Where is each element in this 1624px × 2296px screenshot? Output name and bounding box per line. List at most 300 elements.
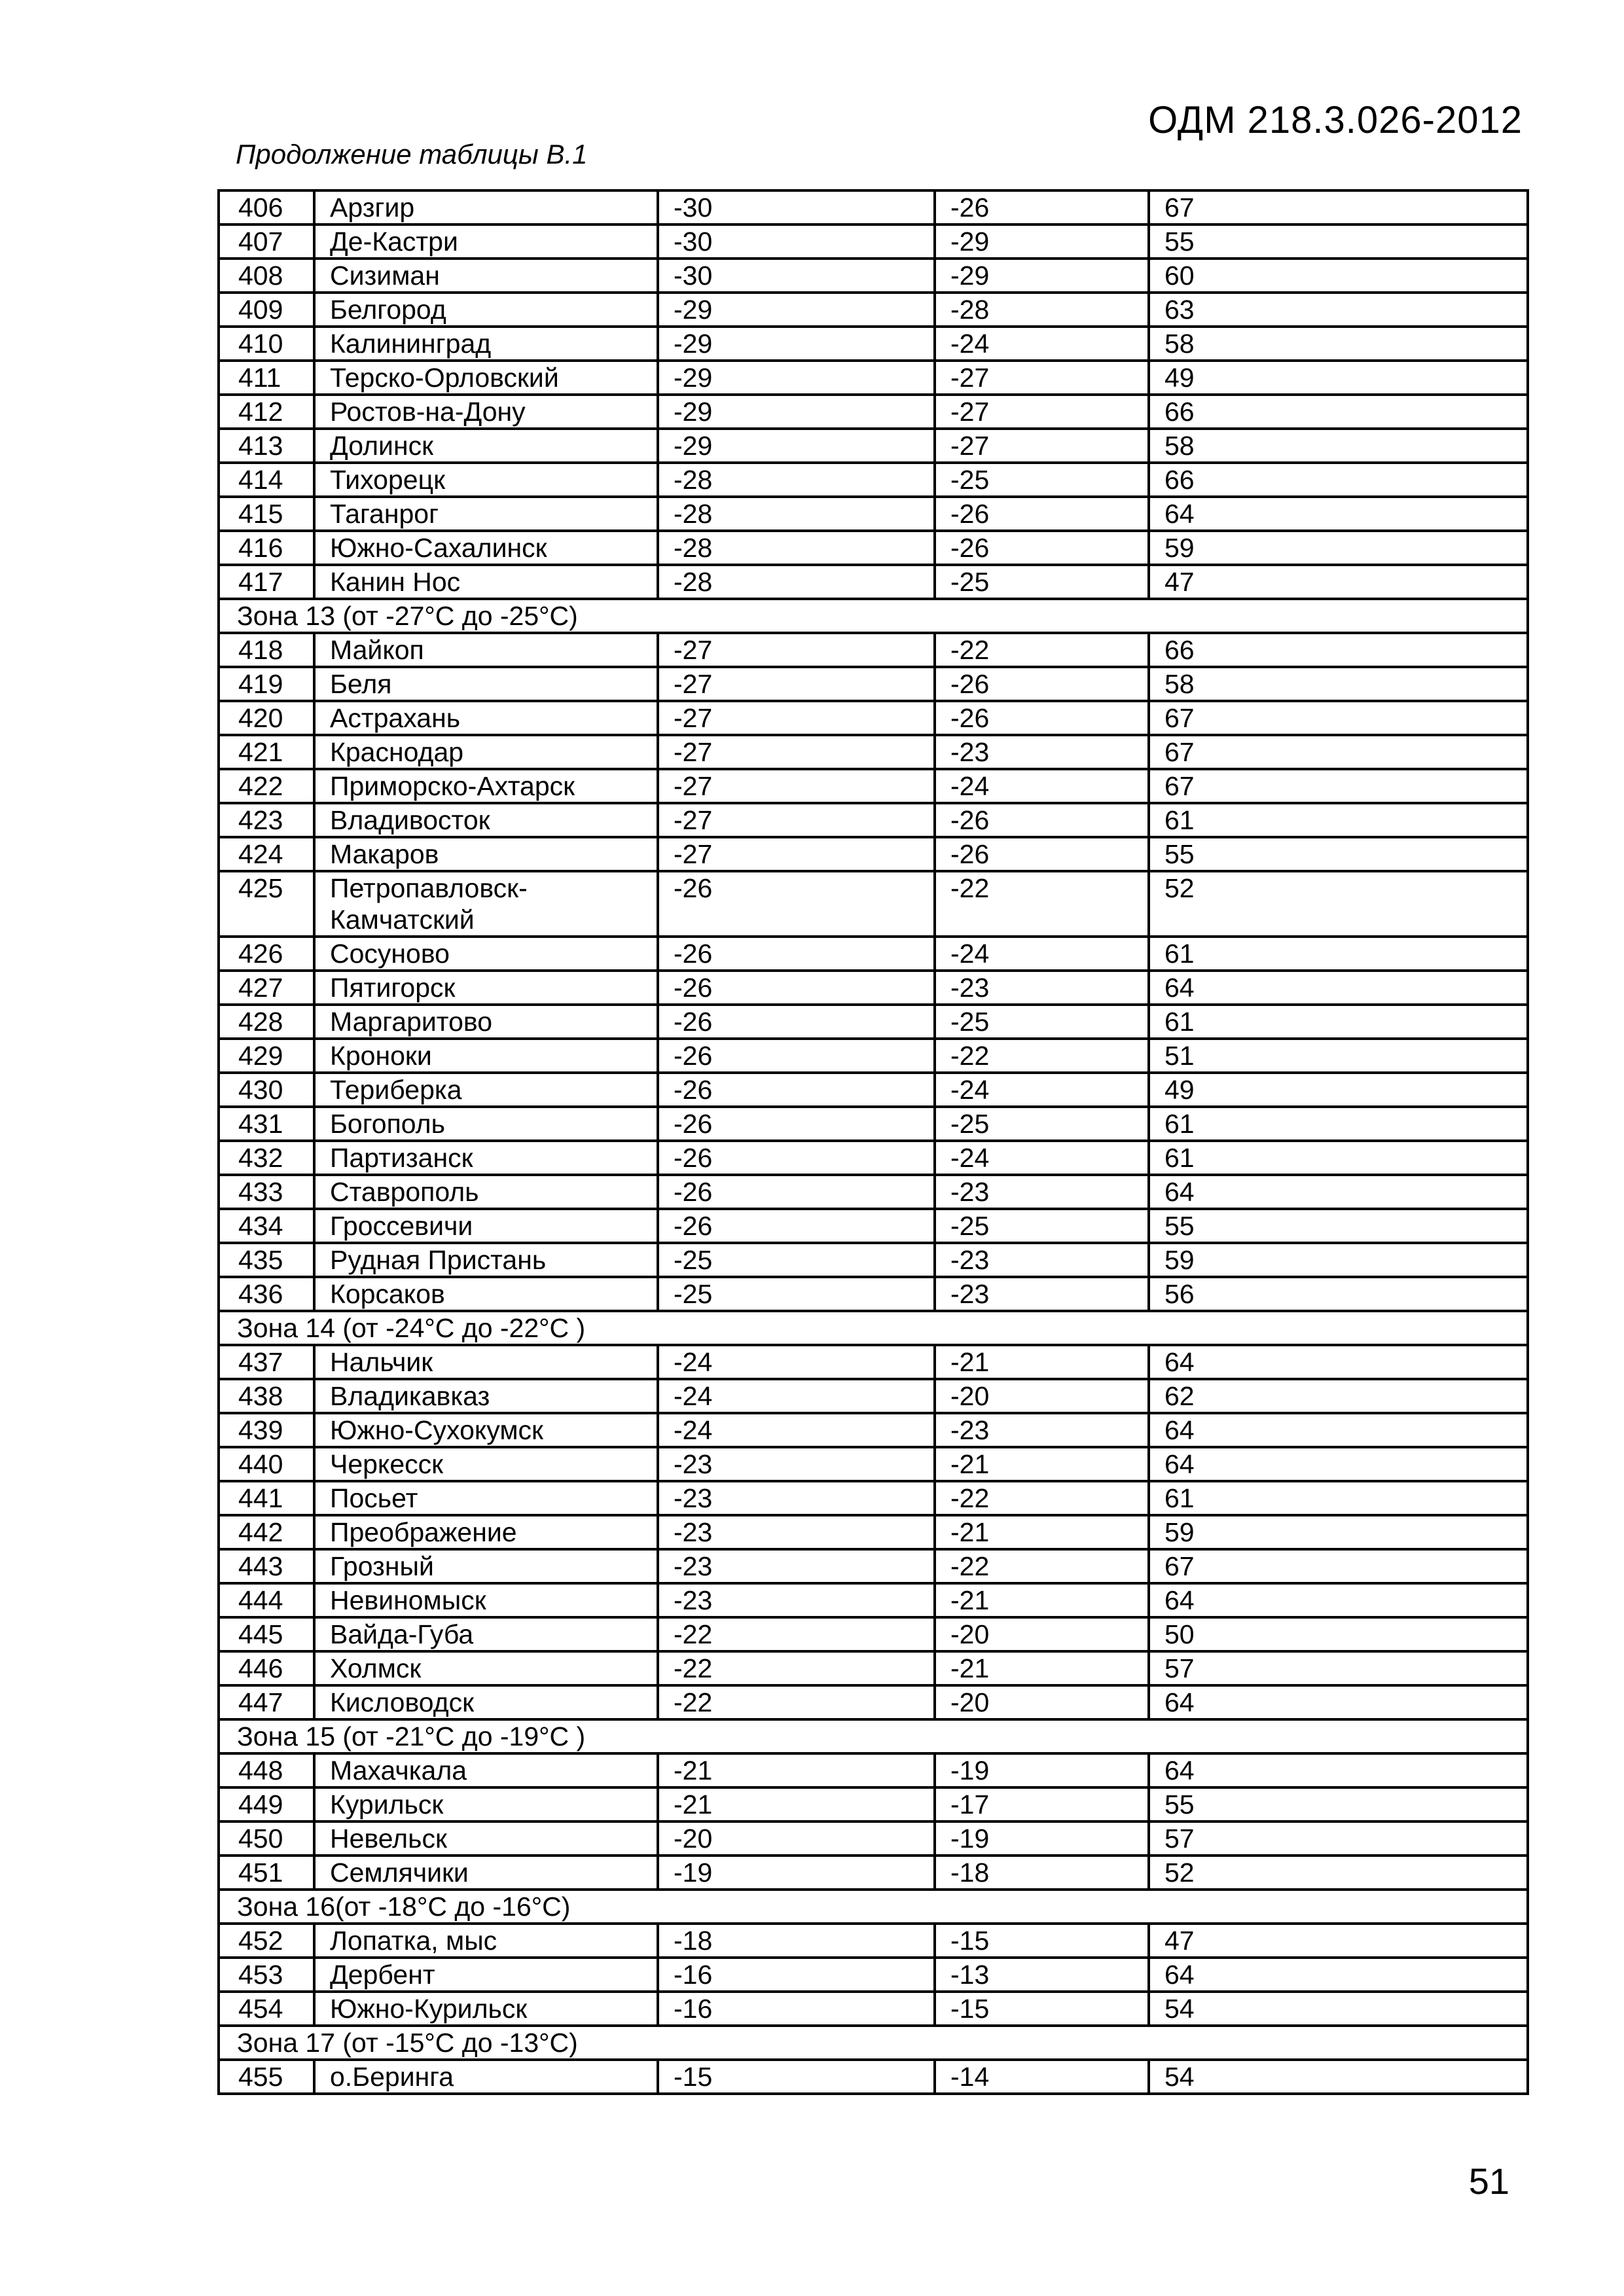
value-cell-2: -28 (935, 293, 1149, 327)
row-number-cell: 454 (219, 1992, 314, 2026)
row-number-cell: 421 (219, 735, 314, 769)
table-row (219, 565, 1528, 599)
value-cell-2: -20 (935, 1617, 1149, 1651)
value-cell-2: -25 (935, 1005, 1149, 1039)
value-cell-3: 58 (1149, 429, 1528, 463)
value-cell-3: 60 (1149, 259, 1528, 293)
table-row (219, 633, 1528, 667)
value-cell-2: -21 (935, 1447, 1149, 1481)
row-number-cell: 408 (219, 259, 314, 293)
value-cell-1: -24 (658, 1345, 935, 1379)
value-cell-3: 55 (1149, 837, 1528, 871)
table-row (219, 1787, 1528, 1821)
value-cell-1: -24 (658, 1413, 935, 1447)
value-cell-1: -30 (658, 190, 935, 224)
value-cell-3: 59 (1149, 1515, 1528, 1549)
value-cell-2: -21 (935, 1345, 1149, 1379)
value-cell-3: 49 (1149, 361, 1528, 395)
station-name-cell: Тихорецк (314, 463, 658, 497)
value-cell-3: 55 (1149, 1787, 1528, 1821)
station-name-cell: Южно-Сухокумск (314, 1413, 658, 1447)
value-cell-1: -26 (658, 1005, 935, 1039)
value-cell-3: 67 (1149, 190, 1528, 224)
value-cell-3: 59 (1149, 1243, 1528, 1277)
row-number-cell: 430 (219, 1073, 314, 1107)
table-row (219, 837, 1528, 871)
station-name-cell: Вайда-Губа (314, 1617, 658, 1651)
station-name-cell: Маргаритово (314, 1005, 658, 1039)
table-row (219, 1685, 1528, 1719)
table-row (219, 667, 1528, 701)
row-number-cell: 420 (219, 701, 314, 735)
value-cell-1: -22 (658, 1617, 935, 1651)
row-number-cell: 424 (219, 837, 314, 871)
row-number-cell: 439 (219, 1413, 314, 1447)
row-number-cell: 441 (219, 1481, 314, 1515)
value-cell-1: -29 (658, 395, 935, 429)
table-row (219, 971, 1528, 1005)
table-row (219, 1005, 1528, 1039)
station-name-cell: Посьет (314, 1481, 658, 1515)
table-row (219, 2060, 1528, 2094)
station-name-cell: Пятигорск (314, 971, 658, 1005)
document-code: ОДМ 218.3.026-2012 (1148, 99, 1523, 141)
value-cell-1: -23 (658, 1515, 935, 1549)
value-cell-1: -27 (658, 769, 935, 803)
station-name-cell: Макаров (314, 837, 658, 871)
table-row (219, 1753, 1528, 1787)
value-cell-1: -22 (658, 1685, 935, 1719)
value-cell-3: 47 (1149, 565, 1528, 599)
station-name-cell: Ставрополь (314, 1175, 658, 1209)
value-cell-1: -21 (658, 1753, 935, 1787)
zone-label: Зона 14 (от -24°С до -22°С ) (219, 1311, 1528, 1345)
station-name-cell: Калининград (314, 327, 658, 361)
table-row (219, 1583, 1528, 1617)
value-cell-2: -26 (935, 531, 1149, 565)
value-cell-1: -28 (658, 531, 935, 565)
value-cell-3: 55 (1149, 224, 1528, 259)
row-number-cell: 414 (219, 463, 314, 497)
value-cell-3: 59 (1149, 531, 1528, 565)
station-name-cell: Грозный (314, 1549, 658, 1583)
row-number-cell: 447 (219, 1685, 314, 1719)
station-name-cell: Владивосток (314, 803, 658, 837)
value-cell-2: -29 (935, 224, 1149, 259)
row-number-cell: 455 (219, 2060, 314, 2094)
value-cell-2: -24 (935, 327, 1149, 361)
row-number-cell: 419 (219, 667, 314, 701)
value-cell-2: -17 (935, 1787, 1149, 1821)
value-cell-2: -22 (935, 633, 1149, 667)
value-cell-1: -28 (658, 497, 935, 531)
table-row (219, 463, 1528, 497)
station-name-cell: Де-Кастри (314, 224, 658, 259)
zone-header-row (219, 1719, 1528, 1753)
row-number-cell: 422 (219, 769, 314, 803)
table-row (219, 803, 1528, 837)
value-cell-3: 61 (1149, 803, 1528, 837)
value-cell-1: -22 (658, 1651, 935, 1685)
row-number-cell: 453 (219, 1958, 314, 1992)
value-cell-2: -25 (935, 1209, 1149, 1243)
station-name-cell: Петропавловск-Камчатский (314, 871, 658, 937)
value-cell-3: 61 (1149, 1481, 1528, 1515)
value-cell-2: -22 (935, 871, 1149, 937)
value-cell-3: 67 (1149, 735, 1528, 769)
row-number-cell: 435 (219, 1243, 314, 1277)
row-number-cell: 434 (219, 1209, 314, 1243)
station-name-cell: Сосуново (314, 937, 658, 971)
value-cell-1: -27 (658, 735, 935, 769)
value-cell-1: -24 (658, 1379, 935, 1413)
value-cell-2: -26 (935, 190, 1149, 224)
value-cell-2: -26 (935, 803, 1149, 837)
table-row (219, 1549, 1528, 1583)
row-number-cell: 440 (219, 1447, 314, 1481)
value-cell-2: -24 (935, 937, 1149, 971)
row-number-cell: 444 (219, 1583, 314, 1617)
table-row (219, 1209, 1528, 1243)
row-number-cell: 418 (219, 633, 314, 667)
station-name-cell: Беля (314, 667, 658, 701)
station-name-cell: Богополь (314, 1107, 658, 1141)
station-name-cell: Териберка (314, 1073, 658, 1107)
table-body (219, 190, 1528, 2094)
value-cell-3: 54 (1149, 2060, 1528, 2094)
value-cell-3: 52 (1149, 1856, 1528, 1890)
station-name-cell: Партизанск (314, 1141, 658, 1175)
row-number-cell: 423 (219, 803, 314, 837)
table-row (219, 1481, 1528, 1515)
table-row (219, 224, 1528, 259)
station-name-cell: Семлячики (314, 1856, 658, 1890)
table-row (219, 1039, 1528, 1073)
row-number-cell: 445 (219, 1617, 314, 1651)
value-cell-1: -27 (658, 701, 935, 735)
value-cell-1: -23 (658, 1481, 935, 1515)
value-cell-3: 57 (1149, 1651, 1528, 1685)
row-number-cell: 427 (219, 971, 314, 1005)
value-cell-3: 64 (1149, 1447, 1528, 1481)
value-cell-2: -15 (935, 1992, 1149, 2026)
station-name-cell: Корсаков (314, 1277, 658, 1311)
value-cell-1: -16 (658, 1958, 935, 1992)
zone-header-row (219, 2026, 1528, 2060)
zone-label: Зона 17 (от -15°С до -13°С) (219, 2026, 1528, 2060)
value-cell-3: 67 (1149, 1549, 1528, 1583)
table-row (219, 1175, 1528, 1209)
value-cell-1: -26 (658, 1107, 935, 1141)
row-number-cell: 446 (219, 1651, 314, 1685)
station-name-cell: Дербент (314, 1958, 658, 1992)
station-name-cell: Краснодар (314, 735, 658, 769)
value-cell-3: 64 (1149, 1345, 1528, 1379)
value-cell-1: -29 (658, 293, 935, 327)
value-cell-3: 64 (1149, 1583, 1528, 1617)
station-name-cell: Таганрог (314, 497, 658, 531)
table-row (219, 1107, 1528, 1141)
value-cell-1: -29 (658, 361, 935, 395)
table-row (219, 735, 1528, 769)
value-cell-2: -23 (935, 735, 1149, 769)
value-cell-3: 54 (1149, 1992, 1528, 2026)
value-cell-2: -29 (935, 259, 1149, 293)
value-cell-1: -26 (658, 971, 935, 1005)
value-cell-2: -19 (935, 1753, 1149, 1787)
station-name-cell: Долинск (314, 429, 658, 463)
station-name-cell: Рудная Пристань (314, 1243, 658, 1277)
station-name-cell: Южно-Курильск (314, 1992, 658, 2026)
station-name-cell: Терско-Орловский (314, 361, 658, 395)
value-cell-2: -18 (935, 1856, 1149, 1890)
value-cell-3: 58 (1149, 327, 1528, 361)
value-cell-2: -24 (935, 1141, 1149, 1175)
value-cell-3: 56 (1149, 1277, 1528, 1311)
row-number-cell: 431 (219, 1107, 314, 1141)
table-row (219, 1651, 1528, 1685)
row-number-cell: 406 (219, 190, 314, 224)
station-name-cell: Лопатка, мыс (314, 1924, 658, 1958)
value-cell-1: -26 (658, 1073, 935, 1107)
table-row (219, 1379, 1528, 1413)
value-cell-3: 55 (1149, 1209, 1528, 1243)
row-number-cell: 410 (219, 327, 314, 361)
table-row (219, 1243, 1528, 1277)
table-row (219, 1277, 1528, 1311)
value-cell-3: 57 (1149, 1821, 1528, 1856)
value-cell-1: -28 (658, 565, 935, 599)
value-cell-3: 64 (1149, 1958, 1528, 1992)
value-cell-3: 61 (1149, 937, 1528, 971)
station-name-cell: Белгород (314, 293, 658, 327)
zone-label: Зона 16(от -18°С до -16°С) (219, 1890, 1528, 1924)
value-cell-1: -15 (658, 2060, 935, 2094)
station-name-cell: Ростов-на-Дону (314, 395, 658, 429)
value-cell-1: -23 (658, 1549, 935, 1583)
value-cell-3: 61 (1149, 1107, 1528, 1141)
station-name-cell: Гроссевичи (314, 1209, 658, 1243)
value-cell-1: -29 (658, 327, 935, 361)
zone-header-row (219, 1890, 1528, 1924)
value-cell-2: -20 (935, 1685, 1149, 1719)
zone-header-row (219, 1311, 1528, 1345)
table-row (219, 327, 1528, 361)
station-name-cell: Владикавказ (314, 1379, 658, 1413)
value-cell-1: -30 (658, 224, 935, 259)
row-number-cell: 438 (219, 1379, 314, 1413)
station-name-cell: Кроноки (314, 1039, 658, 1073)
station-name-cell: Сизиман (314, 259, 658, 293)
value-cell-3: 52 (1149, 871, 1528, 937)
value-cell-3: 63 (1149, 293, 1528, 327)
value-cell-1: -28 (658, 463, 935, 497)
value-cell-2: -20 (935, 1379, 1149, 1413)
row-number-cell: 415 (219, 497, 314, 531)
row-number-cell: 451 (219, 1856, 314, 1890)
value-cell-3: 64 (1149, 1753, 1528, 1787)
row-number-cell: 416 (219, 531, 314, 565)
value-cell-3: 66 (1149, 633, 1528, 667)
value-cell-3: 62 (1149, 1379, 1528, 1413)
value-cell-1: -21 (658, 1787, 935, 1821)
value-cell-2: -14 (935, 2060, 1149, 2094)
value-cell-2: -25 (935, 463, 1149, 497)
station-name-cell: Кисловодск (314, 1685, 658, 1719)
value-cell-2: -25 (935, 1107, 1149, 1141)
value-cell-2: -26 (935, 497, 1149, 531)
station-name-cell: Нальчик (314, 1345, 658, 1379)
value-cell-1: -26 (658, 1209, 935, 1243)
value-cell-3: 49 (1149, 1073, 1528, 1107)
row-number-cell: 436 (219, 1277, 314, 1311)
row-number-cell: 433 (219, 1175, 314, 1209)
station-name-cell: Невиномыск (314, 1583, 658, 1617)
table-row (219, 1141, 1528, 1175)
table-row (219, 361, 1528, 395)
station-name-cell: о.Беринга (314, 2060, 658, 2094)
value-cell-2: -23 (935, 1413, 1149, 1447)
value-cell-3: 50 (1149, 1617, 1528, 1651)
value-cell-3: 51 (1149, 1039, 1528, 1073)
value-cell-1: -20 (658, 1821, 935, 1856)
value-cell-3: 64 (1149, 1685, 1528, 1719)
value-cell-2: -21 (935, 1515, 1149, 1549)
station-name-cell: Махачкала (314, 1753, 658, 1787)
table-row (219, 1447, 1528, 1481)
row-number-cell: 417 (219, 565, 314, 599)
table-row (219, 497, 1528, 531)
row-number-cell: 407 (219, 224, 314, 259)
table-row (219, 1924, 1528, 1958)
station-name-cell: Черкесск (314, 1447, 658, 1481)
row-number-cell: 428 (219, 1005, 314, 1039)
value-cell-2: -27 (935, 429, 1149, 463)
table-row (219, 937, 1528, 971)
table-row (219, 1617, 1528, 1651)
row-number-cell: 452 (219, 1924, 314, 1958)
value-cell-2: -22 (935, 1481, 1149, 1515)
value-cell-3: 67 (1149, 701, 1528, 735)
value-cell-1: -26 (658, 937, 935, 971)
value-cell-3: 64 (1149, 1175, 1528, 1209)
table-row (219, 1515, 1528, 1549)
row-number-cell: 425 (219, 871, 314, 937)
station-name-cell: Арзгир (314, 190, 658, 224)
value-cell-1: -26 (658, 1141, 935, 1175)
table-row (219, 1345, 1528, 1379)
value-cell-2: -21 (935, 1651, 1149, 1685)
row-number-cell: 443 (219, 1549, 314, 1583)
station-name-cell: Астрахань (314, 701, 658, 735)
value-cell-3: 47 (1149, 1924, 1528, 1958)
value-cell-2: -26 (935, 837, 1149, 871)
value-cell-2: -13 (935, 1958, 1149, 1992)
row-number-cell: 437 (219, 1345, 314, 1379)
table-row (219, 190, 1528, 224)
table-row (219, 531, 1528, 565)
value-cell-1: -27 (658, 837, 935, 871)
value-cell-2: -27 (935, 395, 1149, 429)
value-cell-3: 61 (1149, 1141, 1528, 1175)
station-name-cell: Южно-Сахалинск (314, 531, 658, 565)
station-name-cell: Курильск (314, 1787, 658, 1821)
value-cell-1: -26 (658, 1039, 935, 1073)
value-cell-1: -18 (658, 1924, 935, 1958)
table-row (219, 293, 1528, 327)
table-row (219, 1073, 1528, 1107)
value-cell-2: -24 (935, 769, 1149, 803)
value-cell-1: -23 (658, 1447, 935, 1481)
row-number-cell: 449 (219, 1787, 314, 1821)
value-cell-2: -24 (935, 1073, 1149, 1107)
value-cell-1: -30 (658, 259, 935, 293)
value-cell-2: -23 (935, 1175, 1149, 1209)
page-number: 51 (1468, 2161, 1509, 2202)
climate-data-table (217, 189, 1529, 2095)
value-cell-1: -27 (658, 803, 935, 837)
value-cell-1: -25 (658, 1277, 935, 1311)
value-cell-2: -26 (935, 667, 1149, 701)
table-row (219, 1992, 1528, 2026)
value-cell-2: -25 (935, 565, 1149, 599)
value-cell-3: 61 (1149, 1005, 1528, 1039)
station-name-cell: Майкоп (314, 633, 658, 667)
zone-header-row (219, 599, 1528, 633)
value-cell-1: -27 (658, 667, 935, 701)
table-row (219, 1821, 1528, 1856)
value-cell-2: -23 (935, 1277, 1149, 1311)
value-cell-3: 58 (1149, 667, 1528, 701)
value-cell-2: -23 (935, 1243, 1149, 1277)
value-cell-2: -21 (935, 1583, 1149, 1617)
table-row (219, 1856, 1528, 1890)
value-cell-1: -16 (658, 1992, 935, 2026)
row-number-cell: 448 (219, 1753, 314, 1787)
value-cell-2: -26 (935, 701, 1149, 735)
row-number-cell: 413 (219, 429, 314, 463)
value-cell-1: -29 (658, 429, 935, 463)
row-number-cell: 409 (219, 293, 314, 327)
row-number-cell: 411 (219, 361, 314, 395)
value-cell-2: -22 (935, 1549, 1149, 1583)
table-caption: Продолжение таблицы В.1 (236, 139, 588, 170)
value-cell-3: 64 (1149, 971, 1528, 1005)
table-row (219, 259, 1528, 293)
row-number-cell: 442 (219, 1515, 314, 1549)
station-name-cell: Невельск (314, 1821, 658, 1856)
value-cell-1: -19 (658, 1856, 935, 1890)
value-cell-3: 64 (1149, 1413, 1528, 1447)
value-cell-3: 67 (1149, 769, 1528, 803)
value-cell-1: -26 (658, 871, 935, 937)
value-cell-1: -25 (658, 1243, 935, 1277)
value-cell-2: -15 (935, 1924, 1149, 1958)
value-cell-3: 66 (1149, 463, 1528, 497)
table-row (219, 395, 1528, 429)
value-cell-2: -27 (935, 361, 1149, 395)
value-cell-3: 66 (1149, 395, 1528, 429)
station-name-cell: Холмск (314, 1651, 658, 1685)
zone-label: Зона 15 (от -21°С до -19°С ) (219, 1719, 1528, 1753)
table-row (219, 769, 1528, 803)
table-row (219, 1958, 1528, 1992)
table-row (219, 871, 1528, 937)
station-name-cell: Преображение (314, 1515, 658, 1549)
row-number-cell: 412 (219, 395, 314, 429)
row-number-cell: 432 (219, 1141, 314, 1175)
row-number-cell: 426 (219, 937, 314, 971)
